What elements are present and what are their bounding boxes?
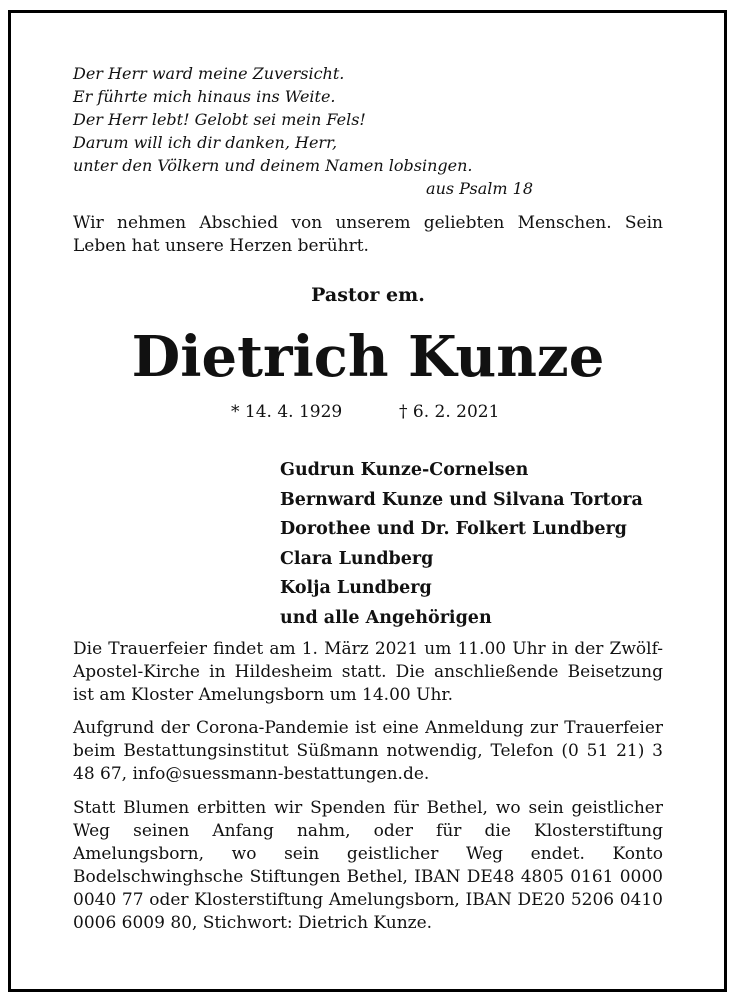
funeral-info: Die Trauerfeier findet am 1. März 2021 um 11.00 Uhr in der Zwölf-Apostel-Kirche in Hildesheim statt. Die anschließende Beisetzung ist am Kloster Amelungsborn um 14.00 Uhr.	[73, 639, 663, 705]
family-member: und alle Angehörigen	[280, 607, 492, 628]
deceased-title: Pastor em.	[311, 284, 425, 306]
deceased-name: Dietrich Kunze	[131, 324, 605, 390]
psalm-line: Der Herr ward meine Zuversicht.	[73, 64, 345, 83]
family-member: Gudrun Kunze-Cornelsen	[280, 460, 529, 480]
psalm-source: aus Psalm 18	[426, 179, 533, 198]
psalm-line: Er führte mich hinaus ins Weite.	[73, 87, 336, 106]
psalm-line: unter den Völkern und deinem Namen lobsingen.	[73, 156, 473, 175]
death-date: † 6. 2. 2021	[399, 402, 500, 422]
family-member: Dorothee und Dr. Folkert Lundberg	[280, 519, 627, 540]
psalm-quote	[73, 62, 533, 200]
psalm-line: Darum will ich dir danken, Herr,	[73, 133, 338, 152]
family-member: Kolja Lundberg	[280, 578, 432, 599]
registration-info: Aufgrund der Corona-Pandemie ist eine Anmeldung zur Trauerfeier beim Bestattungsinstitut Süßmann notwendig, Telefon (0 51 21) 3 48 67, info@suessmann-bestattungen.de.	[73, 718, 663, 784]
birth-date: * 14. 4. 1929	[231, 402, 343, 422]
family-member: Clara Lundberg	[280, 548, 434, 569]
family-member: Bernward Kunze und Silvana Tortora	[280, 489, 643, 510]
family-list	[280, 456, 643, 634]
psalm-line: Der Herr lebt! Gelobt sei mein Fels!	[73, 110, 366, 129]
donation-info: Statt Blumen erbitten wir Spenden für Bethel, wo sein geistlicher Weg seinen Anfang nahm, oder für die Klosterstiftung Amelungsborn, wo sein geistlicher Weg endet. Konto Bodelschwinghsche Stiftungen Bethel, IBAN DE48 4805 0161 0000 0040 77 oder Klosterstiftung Amelungsborn, IBAN DE20 5206 0410 0006 6009 80, Stichwort: Dietrich Kunze.	[73, 798, 663, 933]
intro-text: Wir nehmen Abschied von unserem geliebten Menschen. Sein Leben hat unsere Herzen berührt.	[73, 213, 663, 256]
